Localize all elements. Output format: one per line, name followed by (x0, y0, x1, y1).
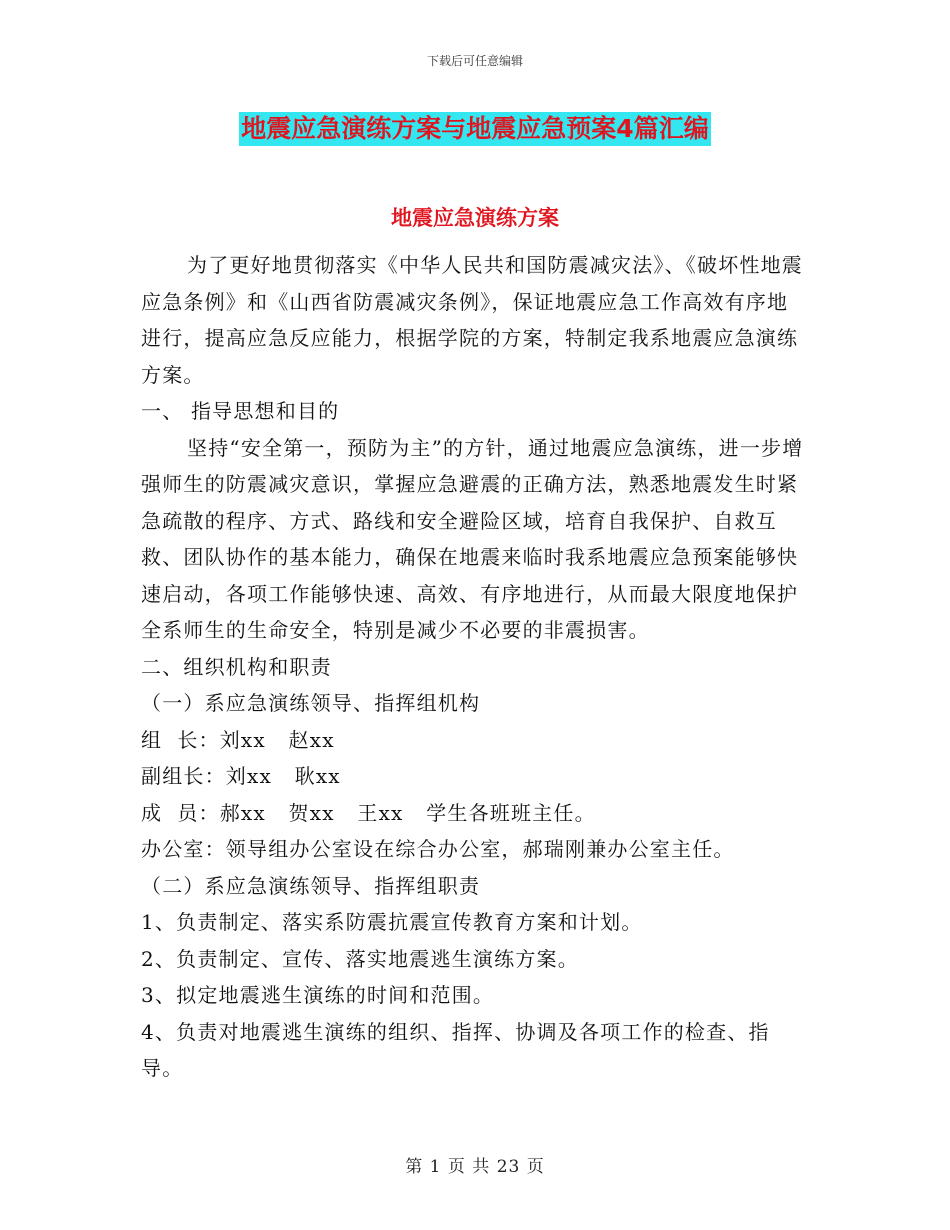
subsection2-heading: （二）系应急演练领导、指挥组职责 (141, 873, 481, 898)
members-line: 成 员：郝xx 贺xx 王xx 学生各班班主任。 (141, 800, 596, 825)
main-title: 地震应急演练方案与地震应急预案4篇汇编 (239, 112, 710, 146)
leader-line: 组 长：刘xx 赵xx (141, 727, 335, 752)
section1-paragraph: 坚持“安全第一，预防为主”的方针，通过地震应急演练，进一步增强师生的防震减灾意识，掌握应急避震的正确方法，熟悉地震发生时紧急疏散的程序、方式、路线和安全避险区域，培育自我保护、自救互救、团队协作的基本能力，确保在地震来临时我系地震应急预案能够快速启动，各项工作能够快速、高效、有序地进行，从而最大限度地保护全系师生的生命安全，特别是减少不必要的非震损害。 (141, 435, 804, 642)
document-body (141, 247, 806, 1087)
section-title: 地震应急演练方案 (391, 206, 559, 230)
header-note: 下载后可任意编辑 (426, 54, 523, 68)
duty-item-1: 1、负责制定、落实系防震抗震宣传教育方案和计划。 (141, 910, 643, 934)
office-line: 办公室：领导组办公室设在综合办公室，郝瑞刚兼办公室主任。 (141, 837, 735, 861)
intro-paragraph: 为了更好地贯彻落实《中华人民共和国防震减灾法》、《破坏性地震应急条例》和《山西省防震减灾条例》，保证地震应急工作高效有序地进行，提高应急反应能力，根据学院的方案，特制定我系地震应急演练方案。 (141, 253, 803, 387)
vice-leader-line: 副组长：刘xx 耿xx (141, 764, 341, 788)
duty-item-4: 4、负责对地震逃生演练的组织、指挥、协调及各项工作的检查、指导。 (141, 1019, 770, 1080)
section2-heading: 二、组织机构和职责 (141, 654, 332, 679)
page-footer: 第 1 页 共 23 页 (405, 1157, 545, 1177)
duty-item-3: 3、拟定地震逃生演练的时间和范围。 (141, 983, 495, 1007)
section1-heading: 一、 指导思想和目的 (141, 399, 340, 423)
main-title-container (0, 112, 950, 146)
subsection1-heading: （一）系应急演练领导、指挥组机构 (141, 691, 481, 715)
duty-item-2: 2、负责制定、宣传、落实地震逃生演练方案。 (141, 946, 579, 971)
